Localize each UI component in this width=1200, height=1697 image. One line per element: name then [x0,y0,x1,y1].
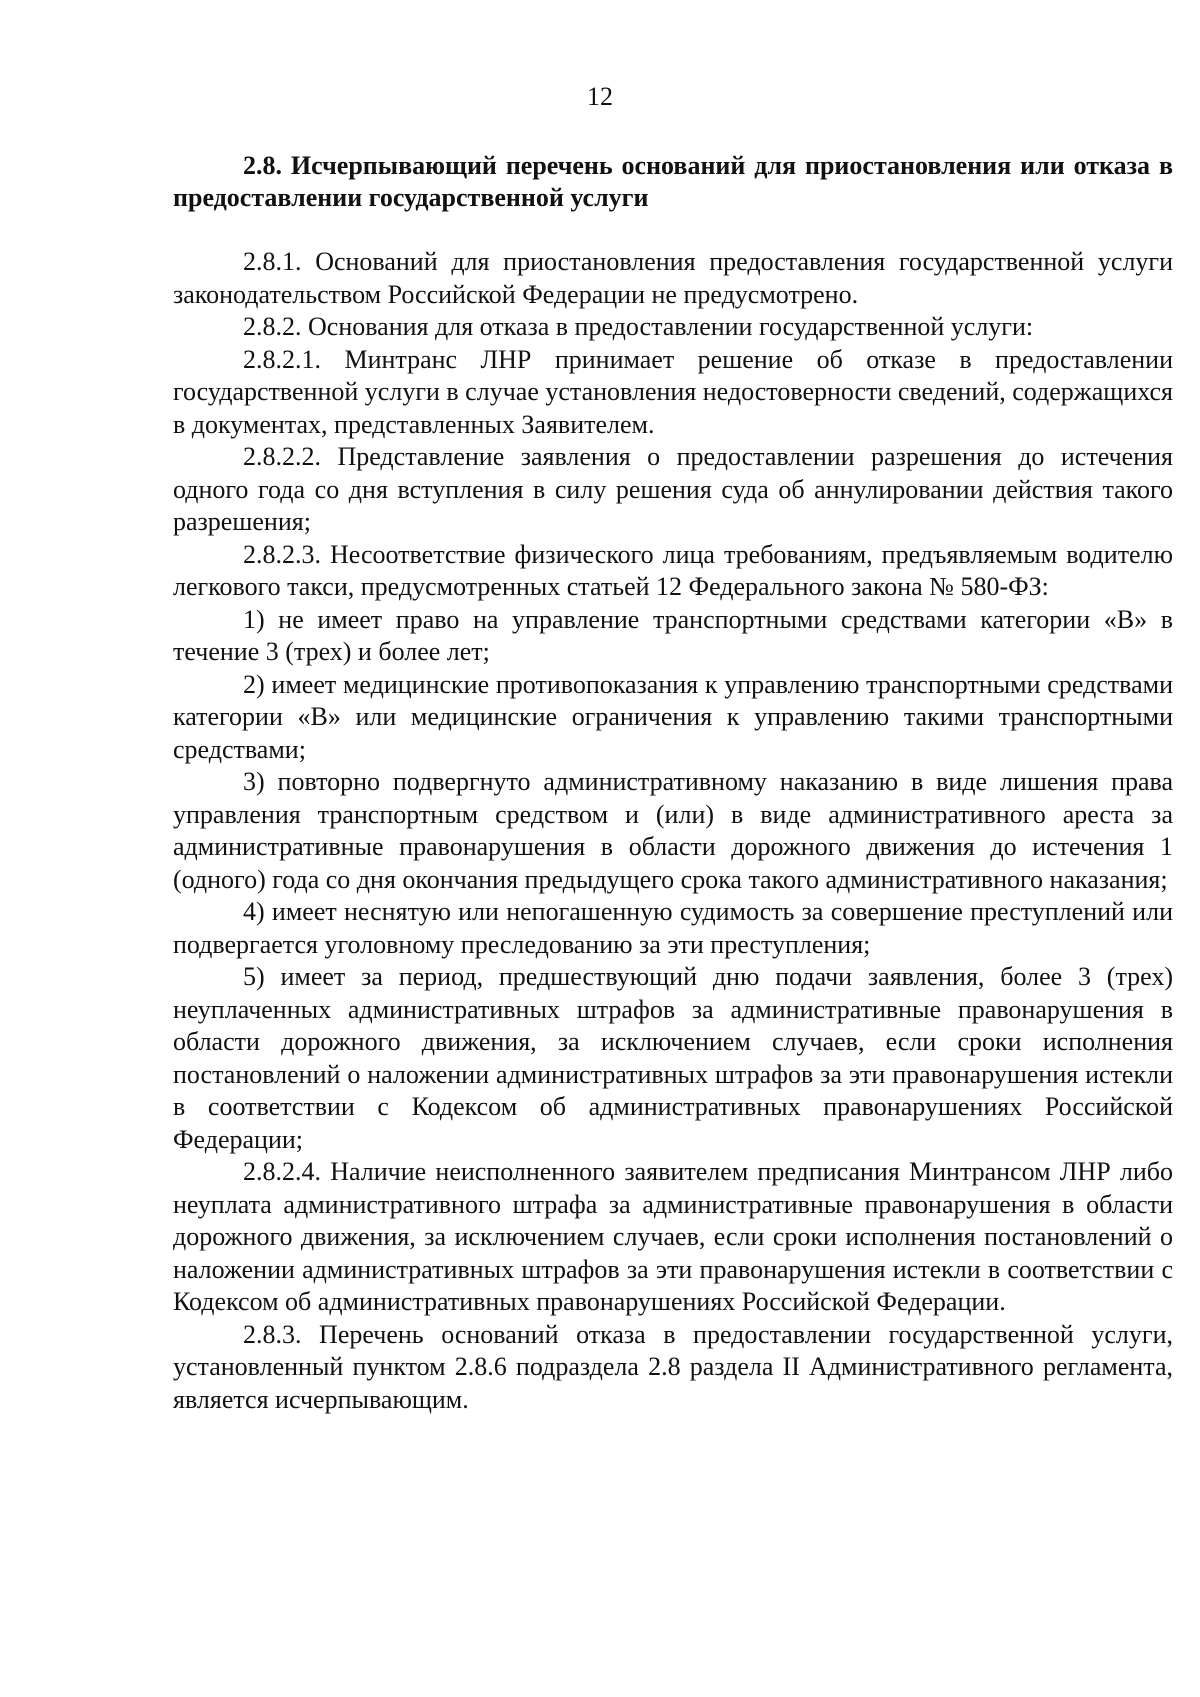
paragraph-2-8-2: 2.8.2. Основания для отказа в предоставлении государственной услуги: [243,312,1034,341]
list-item-4: 4) имеет неснятую или непогашенную судимость за совершение преступлений или подвергается уголовному преследованию за эти преступления; [173,897,1173,959]
list-item-1: 1) не имеет право на управление транспортными средствами категории «В» в течение 3 (трех) и более лет; [173,604,1173,666]
section-heading: 2.8. Исчерпывающий перечень оснований для приостановления или отказа в предоставлении государственной услуги [173,151,1173,212]
list-item-3: 3) повторно подвергнуто административному наказанию в виде лишения права управления транспортным средством и (или) в виде административного ареста за административные правонарушения в области дорожного движения до истечения 1 (одного) года со дня окончания предыдущего срока такого административного наказания; [173,767,1173,894]
paragraph-2-8-2-1: 2.8.2.1. Минтранс ЛНР принимает решение об отказе в предоставлении государственной услуги в случае установления недостоверности сведений, содержащихся в документах, представленных Заявителем. [173,344,1173,439]
list-item-5: 5) имеет за период, предшествующий дню подачи заявления, более 3 (трех) неуплаченных административных штрафов за административные правонарушения в области дорожного движения, за исключением случаев, если сроки исполнения постановлений о наложении административных штрафов за эти правонарушения истекли в соответствии с Кодексом об административных правонарушениях Российской Федерации; [173,962,1173,1154]
paragraph-2-8-2-4: 2.8.2.4. Наличие неисполненного заявителем предписания Минтрансом ЛНР либо неуплата административного штрафа за административные правонарушения в области дорожного движения, за исключением случаев, если сроки исполнения постановлений о наложении административных штрафов за эти правонарушения истекли в соответствии с Кодексом об административных правонарушениях Российской Федерации. [173,1157,1173,1316]
paragraph-2-8-2-3: 2.8.2.3. Несоответствие физического лица требованиям, предъявляемым водителю легкового такси, предусмотренных статьей 12 Федерального закона № 580-ФЗ: [173,539,1173,601]
list-item-2: 2) имеет медицинские противопоказания к управлению транспортными средствами категории «В» или медицинские ограничения к управлению такими транспортными средствами; [173,669,1173,764]
paragraph-2-8-3: 2.8.3. Перечень оснований отказа в предоставлении государственной услуги, установленный пунктом 2.8.6 подраздела 2.8 раздела II Административного регламента, является исчерпывающим. [173,1319,1173,1414]
document-body [173,150,1173,1416]
paragraph-2-8-1: 2.8.1. Оснований для приостановления предоставления государственной услуги законодательством Российской Федерации не предусмотрено. [173,247,1173,309]
paragraph-2-8-2-2: 2.8.2.2. Представление заявления о предоставлении разрешения до истечения одного года со дня вступления в силу решения суда об аннулировании действия такого разрешения; [173,442,1173,536]
page-number: 12 [587,82,613,111]
